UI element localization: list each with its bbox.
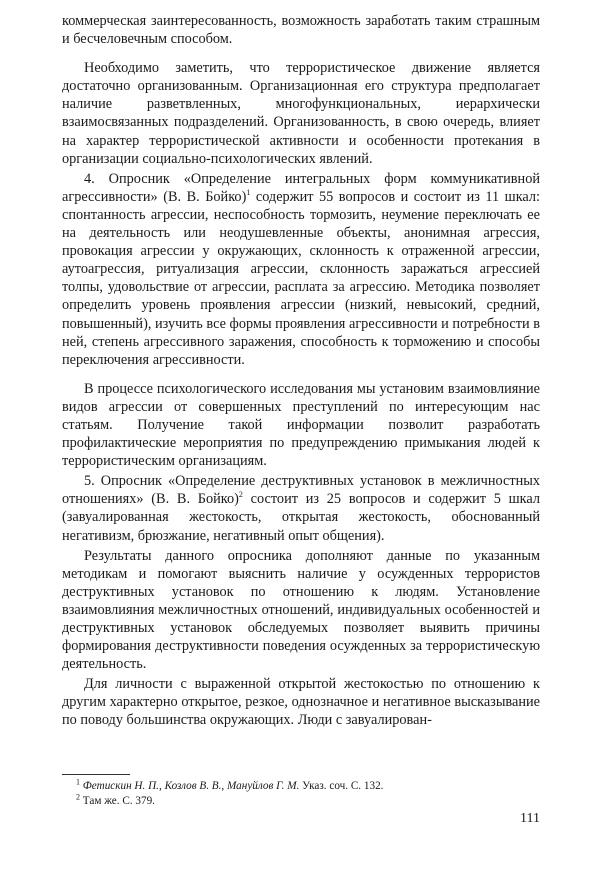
paragraph-5-text-start: 5. Опросник «Определение деструктивных установок в межличностных отношениях» (В. В. Бойко) [62, 473, 540, 508]
paragraph-3-text-end: содержит 55 вопросов и состоит из 11 шкал: спонтанность агрессии, неспособность тормозить, неумение переключать ее на деятельность или неодушевленные объекты, анонимная агрессия, провокация агрессии у окружающих, склонность к отраженной агрессии, аутоагрессия, ритуализация агрессии, склонность заражаться агрессией толпы, удовольствие от агрессии, расплата за агрессию. Методика позволяет определить уровень проявления агрессии (низкий, невысокий, средний, повышенный), изучить все формы проявления агрессивности и потребности в ней, степень агрессивного заражения, способность к торможению и способы переключения агрессивности. [62, 188, 541, 368]
main-text [62, 12, 540, 730]
paragraph-7-text: Для личности с выраженной открытой жестокостью по отношению к другим характерно открытое, резкое, однозначное и негативное высказывание по поводу большинства окружающих. Люди с завуалирован- [62, 676, 540, 729]
footnote-ref-2: 2 [238, 490, 243, 500]
paragraph-1 [62, 12, 540, 48]
paragraph-2-text: Необходимо заметить, что террористическое движение является достаточно организованным. Организационная его структура предполагает наличие разветвленных, многофункциональных, иерархически взаимосвязанных подразделений. Организованность, в свою очередь, влияет на характер террористической активности и особенности протекания в организации социально-психологических явлений. [62, 60, 540, 167]
footnote-mark-1: 1 [76, 777, 80, 787]
paragraph-5 [62, 472, 540, 544]
paragraph-4 [62, 380, 540, 470]
footnote-2-source: Там же. С. 379. [82, 795, 155, 807]
footnote-1 [62, 779, 540, 794]
page-number: 111 [520, 811, 540, 826]
paragraph-6 [62, 547, 540, 674]
footnote-1-authors: Фетискин Н. П., Козлов В. В., Мануйлов Г. М. [82, 780, 300, 792]
footnote-divider [62, 774, 130, 775]
paragraph-3-text-start: 4. Опросник «Определение интегральных форм коммуникативной агрессивности» (В. В. Бойко) [62, 170, 540, 205]
footnotes [62, 779, 540, 809]
paragraph-4-text: В процессе психологического исследования мы установим взаимовлияние видов агрессии от совершенных преступлений по интересующим нас статьям. Получение такой информации позволит разработать профилактические мероприятия по предупреждению примыкания людей к террористическим организациям. [62, 380, 540, 470]
footnote-ref-1: 1 [246, 188, 251, 198]
paragraph-6-text: Результаты данного опросника дополняют данные по указанным методикам и помогают выяснить наличие у осужденных террористов деструктивных установок по отношению к людям. Установление взаимовлияния межличностных отношений, индивидуальных особенностей и деструктивных установок обследуемых позволяет выявить причины формирования деструктивности поведения осужденных за террористическую деятельность. [62, 547, 540, 673]
paragraph-7 [62, 675, 540, 729]
footnote-2 [62, 794, 540, 809]
paragraph-2 [62, 59, 540, 168]
footnote-1-source: Указ. соч. С. 132. [299, 780, 384, 792]
footnote-mark-2: 2 [76, 792, 80, 802]
paragraph-1-text: коммерческая заинтересованность, возможность заработать таким страшным и бесчеловечным способом. [62, 13, 540, 48]
paragraph-3 [62, 170, 540, 369]
paragraph-5-text-end: состоит из 25 вопросов и содержит 5 шкал (завуалированная жестокость, открытая жестокость, обоснованный негативизм, брюзжание, негативный опыт общения). [62, 491, 540, 544]
